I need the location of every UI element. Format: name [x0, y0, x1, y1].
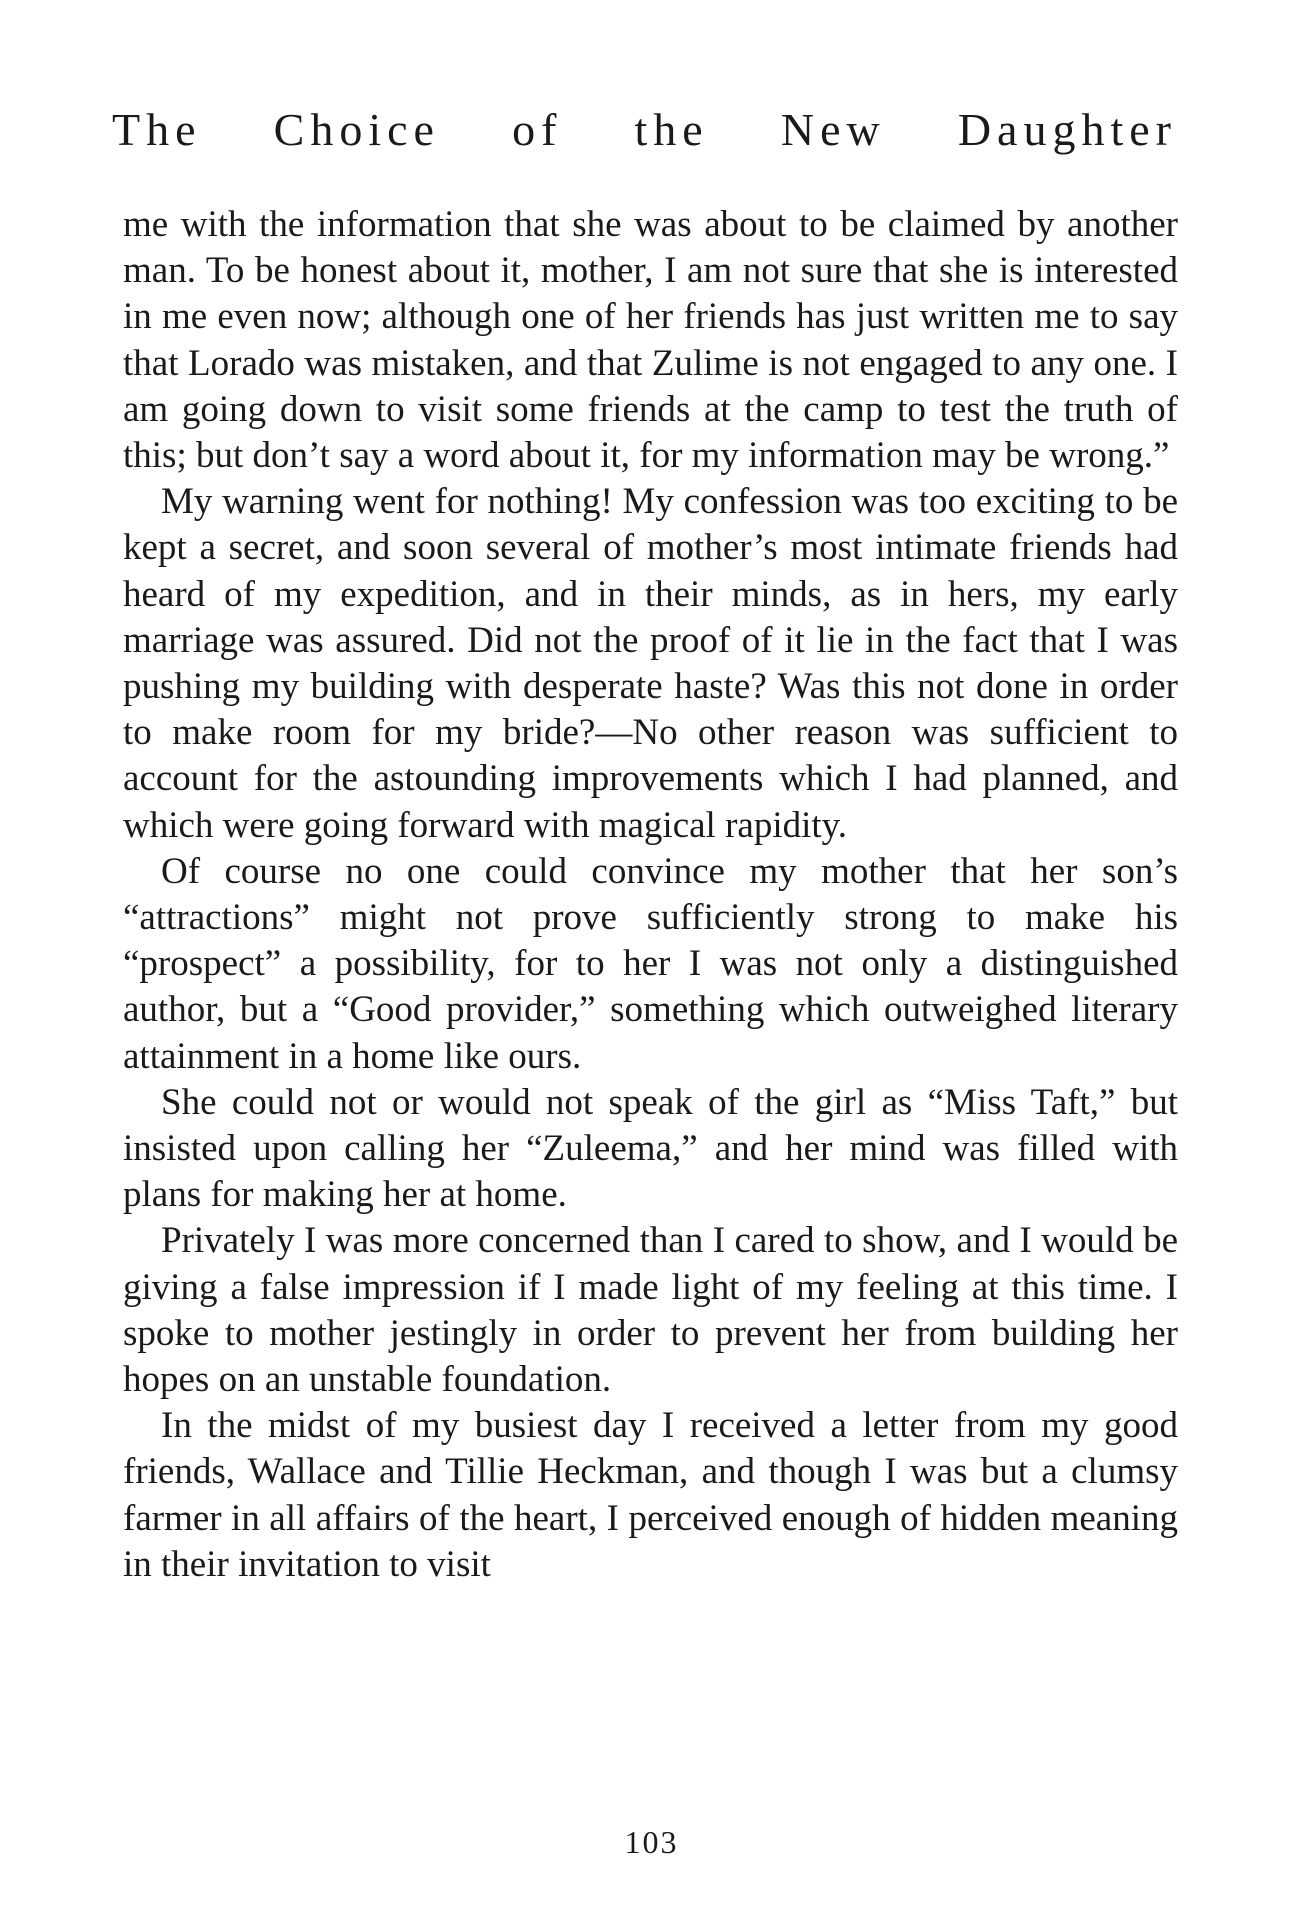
page-number: 103 — [624, 1824, 679, 1860]
paragraph: Of course no one could convince my mother that her son’s “attractions” might not prove sufficiently strong to make his “prospect” a possibility, for to her I was not only a distinguished author, but a “Good provider,” something which outweighed literary attainment in a home like ours. — [123, 850, 1178, 1077]
running-head: The Choice of the New Daughter — [112, 104, 1177, 155]
paragraph: In the midst of my busiest day I received a letter from my good friends, Wallace and Tillie Heckman, and though I was but a clumsy farmer in all affairs of the heart, I perceived enough of hidden meaning in their invitation to visit — [123, 1405, 1178, 1585]
paragraph: Privately I was more concerned than I cared to show, and I would be giving a false impression if I made light of my feeling at this time. I spoke to mother jestingly in order to prevent her from building her hopes on an unstable foundation. — [123, 1220, 1178, 1401]
body-text — [123, 202, 1178, 1588]
paragraph: My warning went for nothing! My confession was too exciting to be kept a secret, and soon several of mother’s most intimate friends had heard of my expedition, and in their minds, as in hers, my early marriage was assured. Did not the proof of it lie in the fact that I was pushing my building with desperate haste? Was this not done in order to make room for my bride?—No other reason was sufficient to account for the astounding improvements which I had planned, and which were going forward with magical rapidity. — [123, 481, 1178, 846]
paragraph: She could not or would not speak of the girl as “Miss Taft,” but insisted upon calling her “Zuleema,” and her mind was filled with plans for making her at home. — [123, 1081, 1178, 1216]
paragraph-continued: me with the information that she was about to be claimed by another man. To be honest about it, mother, I am not sure that she is interested in me even now; although one of her friends has just written me to say that Lorado was mistaken, and that Zulime is not engaged to any one. I am going down to visit some friends at the camp to test the truth of this; but don’t say a word about it, for my information may be wrong.” — [123, 204, 1178, 477]
